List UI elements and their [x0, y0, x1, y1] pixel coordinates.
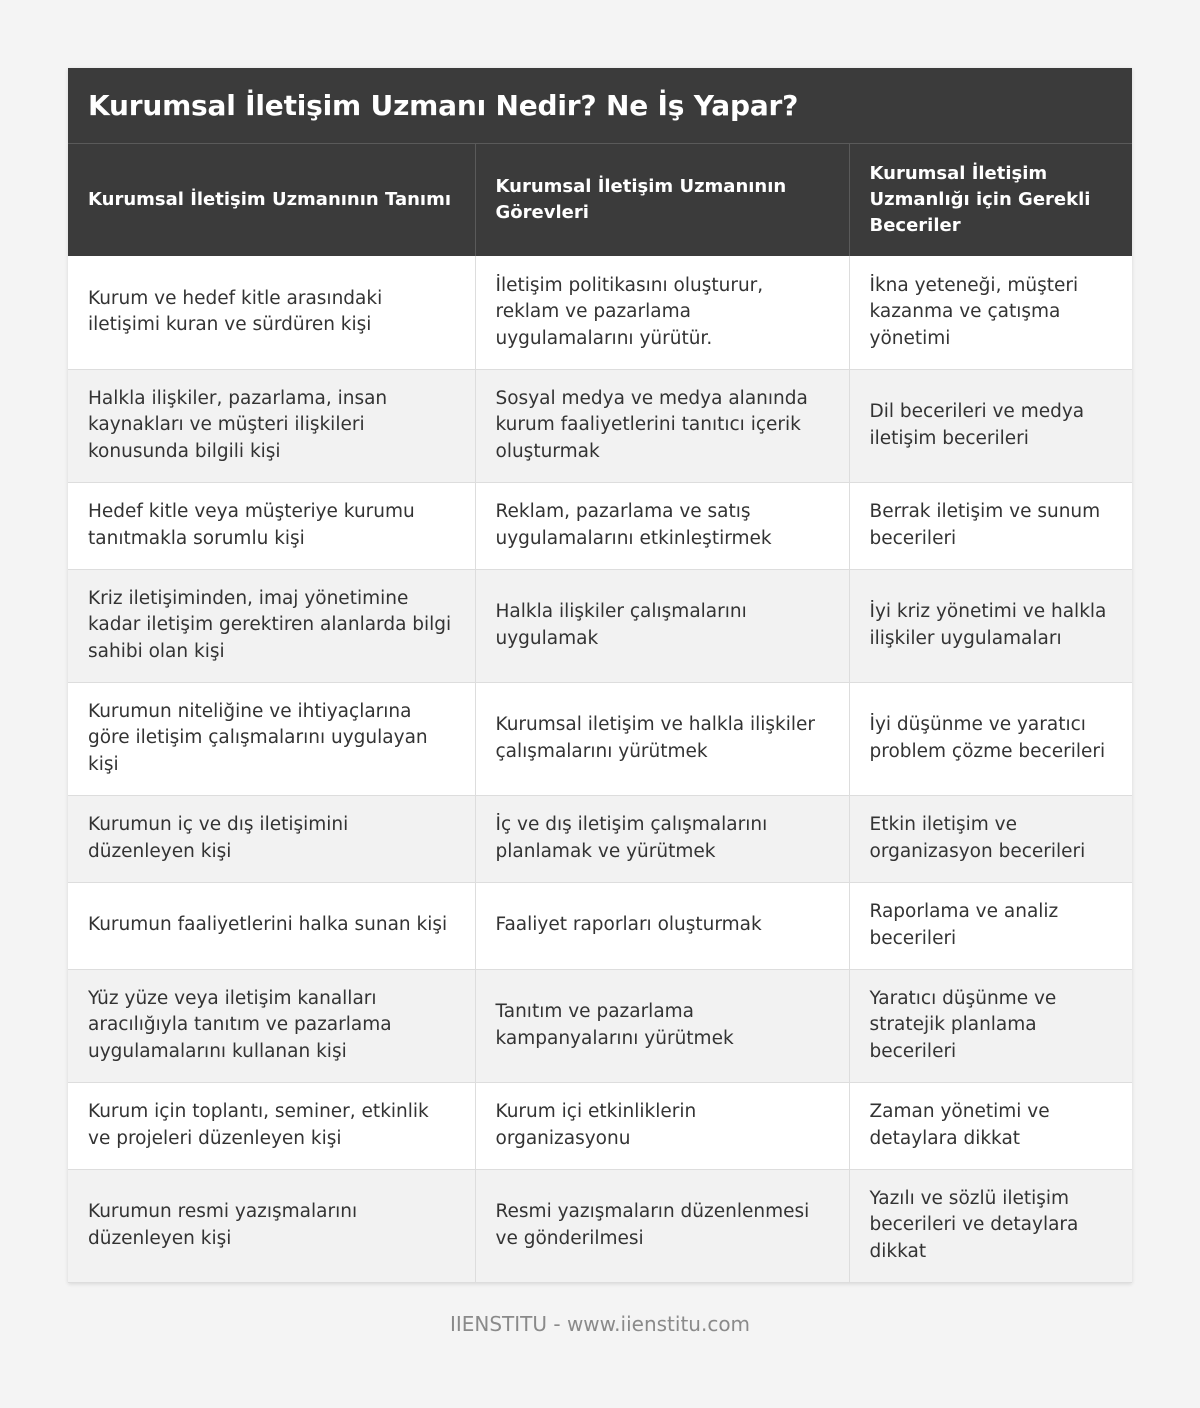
cell-duties: İletişim politikasını oluşturur, reklam ve pazarlama uygulamalarını yürütür.	[475, 256, 849, 369]
table-row	[68, 795, 1132, 882]
cell-duties: Resmi yazışmaların düzenlenmesi ve gönderilmesi	[475, 1169, 849, 1282]
cell-duties: İç ve dış iletişim çalışmalarını planlamak ve yürütmek	[475, 795, 849, 882]
cell-definition: Kurumun faaliyetlerini halka sunan kişi	[68, 882, 475, 969]
header-definition: Kurumsal İletişim Uzmanının Tanımı	[68, 144, 475, 256]
cell-definition: Hedef kitle veya müşteriye kurumu tanıtmakla sorumlu kişi	[68, 482, 475, 569]
cell-skills: Yaratıcı düşünme ve stratejik planlama becerileri	[849, 969, 1132, 1082]
title-bar	[68, 68, 1132, 144]
cell-duties: Tanıtım ve pazarlama kampanyalarını yürütmek	[475, 969, 849, 1082]
cell-skills: İkna yeteneği, müşteri kazanma ve çatışma yönetimi	[849, 256, 1132, 369]
cell-definition: Kurum için toplantı, seminer, etkinlik ve projeleri düzenleyen kişi	[68, 1082, 475, 1169]
cell-skills: Raporlama ve analiz becerileri	[849, 882, 1132, 969]
header-skills: Kurumsal İletişim Uzmanlığı için Gerekli Beceriler	[849, 144, 1132, 256]
table-row	[68, 682, 1132, 795]
cell-definition: Yüz yüze veya iletişim kanalları aracılığıyla tanıtım ve pazarlama uygulamalarını kullanan kişi	[68, 969, 475, 1082]
cell-definition: Kurumun iç ve dış iletişimini düzenleyen kişi	[68, 795, 475, 882]
cell-definition: Kurumun resmi yazışmalarını düzenleyen kişi	[68, 1169, 475, 1282]
info-table	[68, 144, 1132, 1283]
cell-duties: Halkla ilişkiler çalışmalarını uygulamak	[475, 569, 849, 682]
cell-skills: İyi düşünme ve yaratıcı problem çözme becerileri	[849, 682, 1132, 795]
table-row	[68, 882, 1132, 969]
cell-duties: Reklam, pazarlama ve satış uygulamalarını etkinleştirmek	[475, 482, 849, 569]
cell-skills: İyi kriz yönetimi ve halkla ilişkiler uygulamaları	[849, 569, 1132, 682]
cell-skills: Dil becerileri ve medya iletişim becerileri	[849, 369, 1132, 482]
cell-duties: Kurumsal iletişim ve halkla ilişkiler çalışmalarını yürütmek	[475, 682, 849, 795]
cell-skills: Berrak iletişim ve sunum becerileri	[849, 482, 1132, 569]
cell-duties: Faaliyet raporları oluşturmak	[475, 882, 849, 969]
page-title: Kurumsal İletişim Uzmanı Nedir? Ne İş Yapar?	[88, 89, 799, 122]
table-row	[68, 969, 1132, 1082]
table-row	[68, 1082, 1132, 1169]
table-row	[68, 482, 1132, 569]
table-row	[68, 256, 1132, 369]
table-row	[68, 569, 1132, 682]
cell-duties: Kurum içi etkinliklerin organizasyonu	[475, 1082, 849, 1169]
cell-definition: Kurumun niteliğine ve ihtiyaçlarına göre iletişim çalışmalarını uygulayan kişi	[68, 682, 475, 795]
table-row	[68, 369, 1132, 482]
table-row	[68, 1169, 1132, 1282]
cell-definition: Kriz iletişiminden, imaj yönetimine kadar iletişim gerektiren alanlarda bilgi sahibi olan kişi	[68, 569, 475, 682]
cell-duties: Sosyal medya ve medya alanında kurum faaliyetlerini tanıtıcı içerik oluşturmak	[475, 369, 849, 482]
content-card	[68, 68, 1132, 1283]
cell-skills: Zaman yönetimi ve detaylara dikkat	[849, 1082, 1132, 1169]
cell-skills: Etkin iletişim ve organizasyon becerileri	[849, 795, 1132, 882]
cell-skills: Yazılı ve sözlü iletişim becerileri ve detaylara dikkat	[849, 1169, 1132, 1282]
cell-definition: Kurum ve hedef kitle arasındaki iletişimi kuran ve sürdüren kişi	[68, 256, 475, 369]
table-header-row	[68, 144, 1132, 256]
header-duties: Kurumsal İletişim Uzmanının Görevleri	[475, 144, 849, 256]
footer-credit: IIENSTITU - www.iienstitu.com	[449, 1312, 751, 1336]
cell-definition: Halkla ilişkiler, pazarlama, insan kaynakları ve müşteri ilişkileri konusunda bilgili kişi	[68, 369, 475, 482]
